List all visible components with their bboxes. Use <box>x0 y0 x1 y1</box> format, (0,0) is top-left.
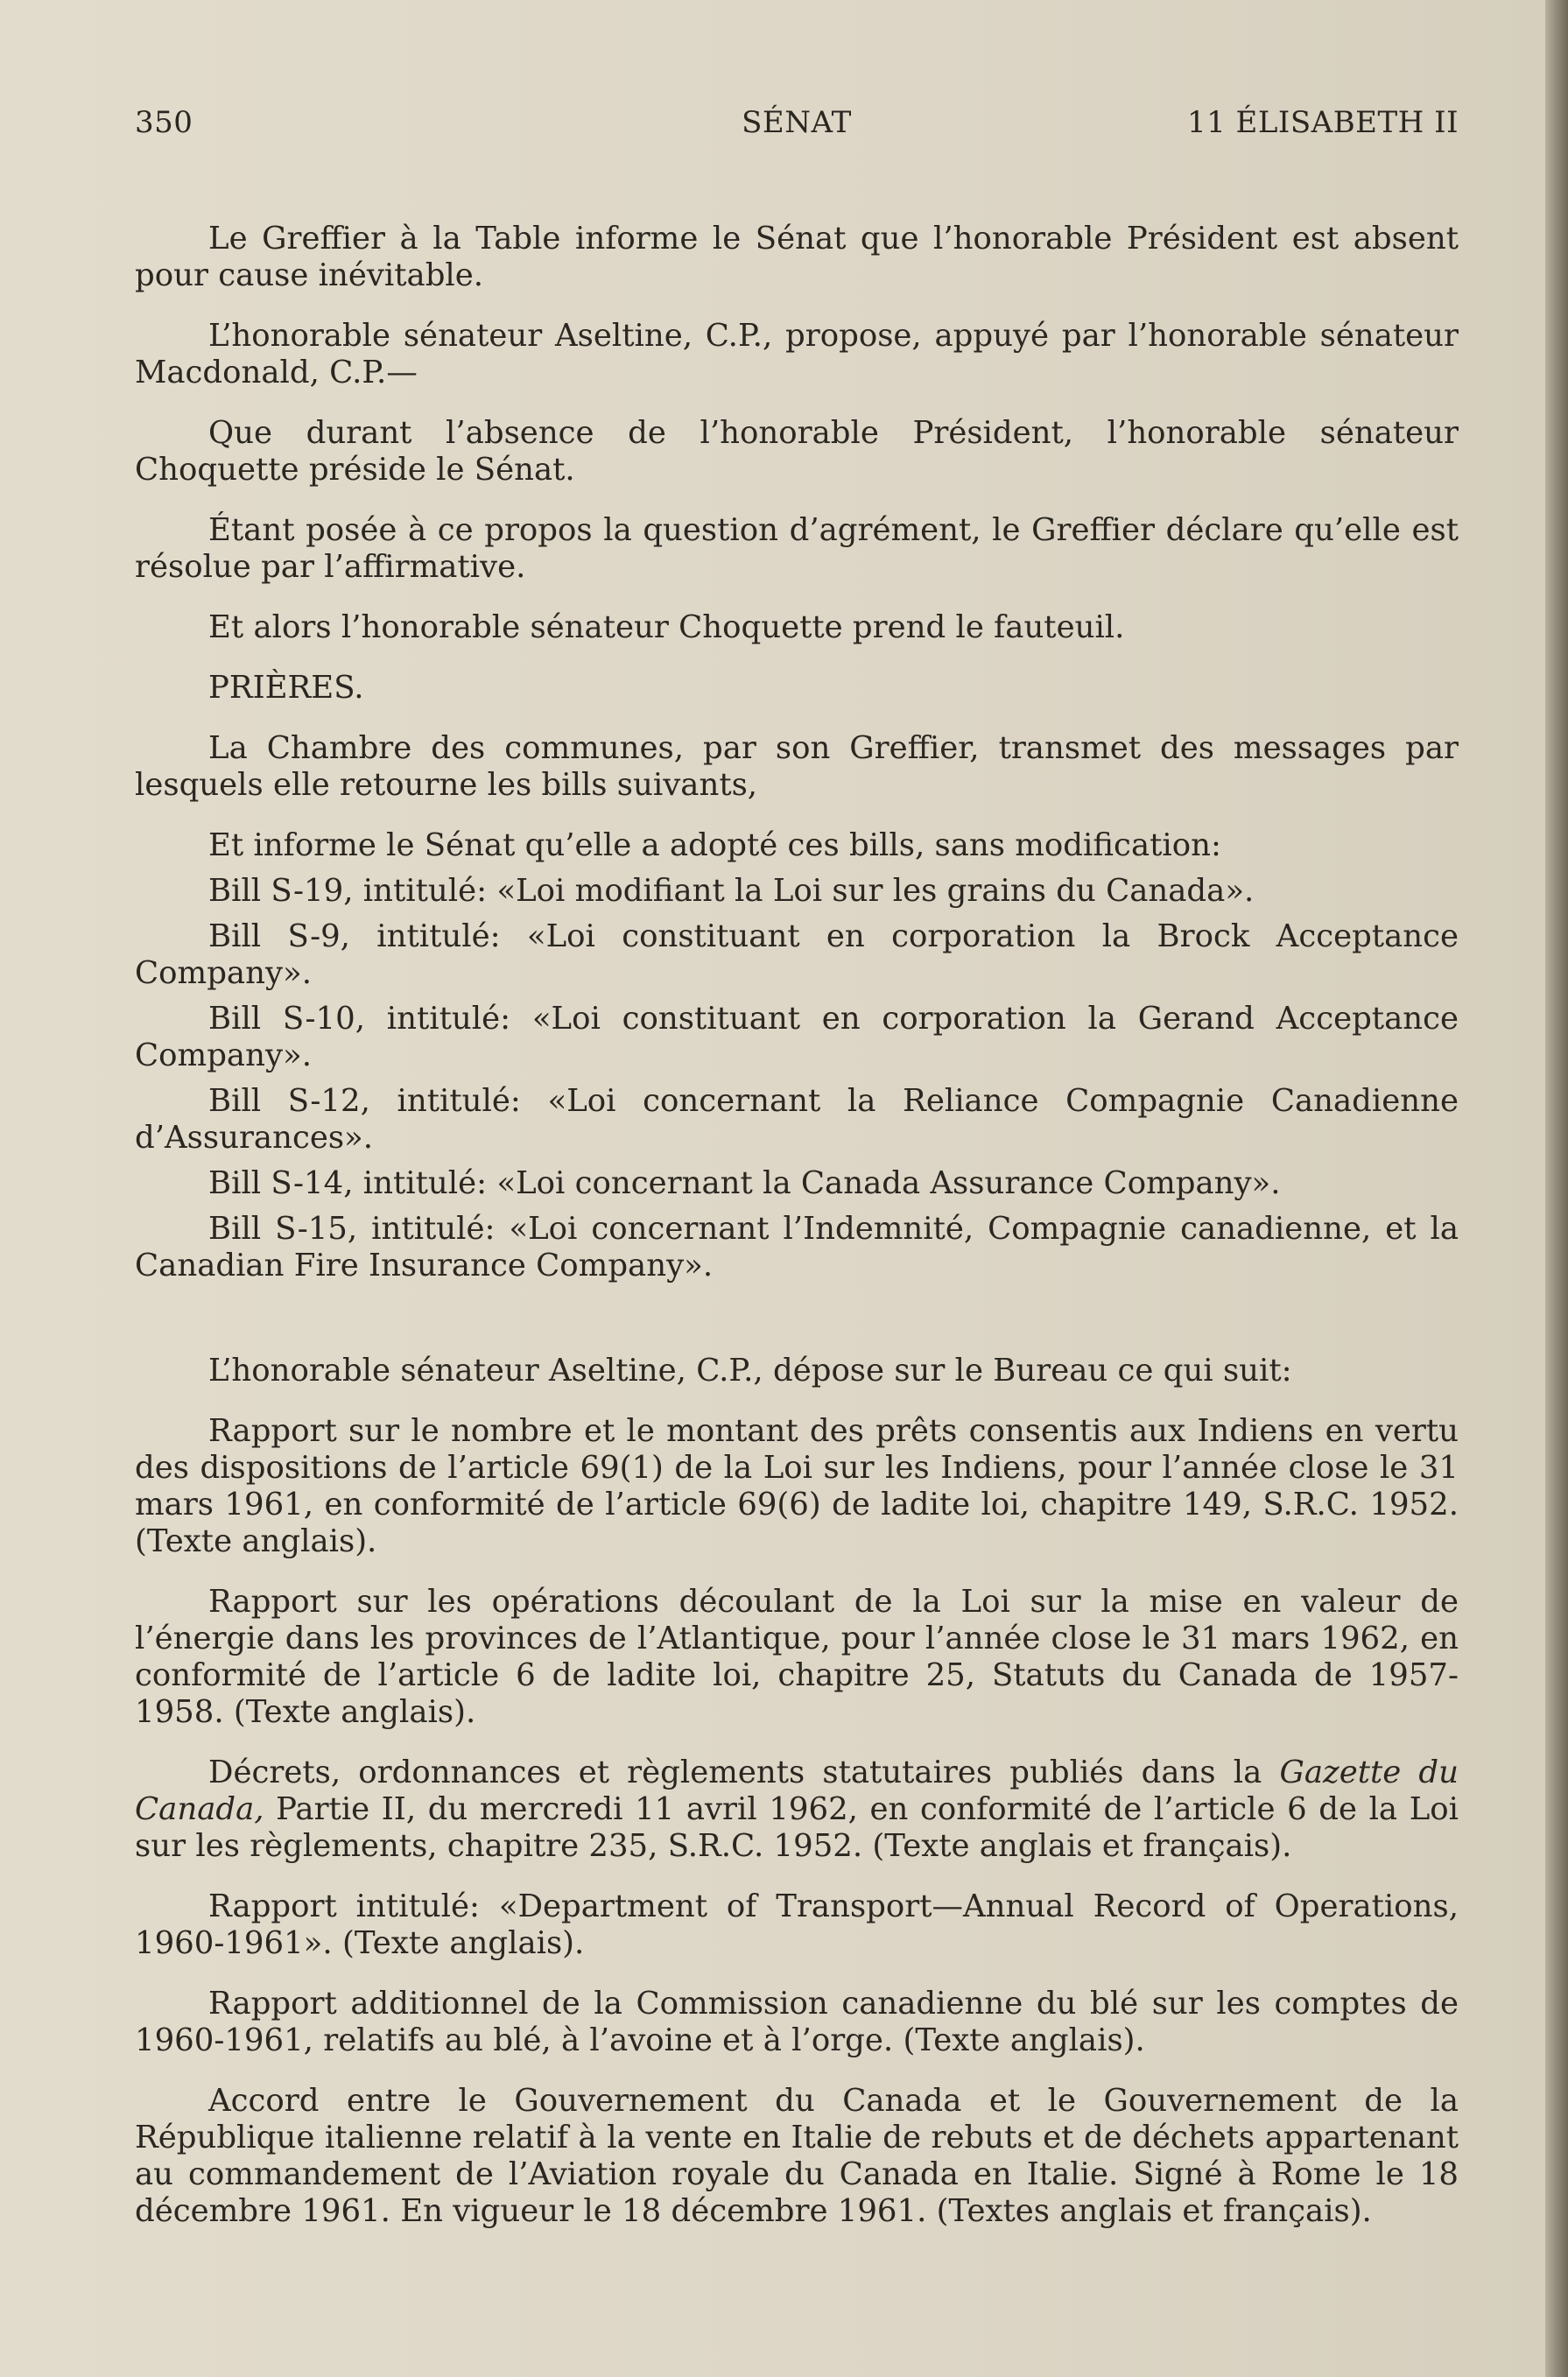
report-prets-indiens: Rapport sur le nombre et le montant des prêts consentis aux Indiens en vertu des dispositions de l’article 69(1) de la Loi sur les Indiens, pour l’année close le 31 mars 1961, en conformité de l’article 69(6) de ladite loi, chapitre 149, S.R.C. 1952. (Texte anglais). <box>135 1413 1459 1559</box>
bill-s19: Bill S-19, intitulé: «Loi modifiant la Loi sur les grains du Canada». <box>208 873 1255 909</box>
paragraph-depose-bureau: L’honorable sénateur Aseltine, C.P., dépose sur le Bureau ce qui suit: <box>208 1353 1292 1389</box>
paragraph-prieres: PRIÈRES. <box>208 670 364 706</box>
bill-s15: Bill S-15, intitulé: «Loi concernant l’Indemnité, Compagnie canadienne, et la Canadian Fire Insurance Company». <box>135 1211 1459 1283</box>
gazette-title: Gazette du Canada, <box>135 1755 1459 1827</box>
running-title: SÉNAT <box>742 105 852 140</box>
report-energie-atlantique: Rapport sur les opérations découlant de la Loi sur la mise en valeur de l’énergie dans les provinces de l’Atlantique, pour l’année close le 31 mars 1962, en conformité de l’article 6 de ladite loi, chapitre 25, Statuts du Canada de 1957-1958. (Texte anglais). <box>135 1584 1459 1730</box>
report-commission-ble: Rapport additionnel de la Commission canadienne du blé sur les comptes de 1960-1961, relatifs au blé, à l’avoine et à l’orge. (Texte anglais). <box>135 1986 1459 2058</box>
page-body <box>135 221 1459 2230</box>
bill-s10: Bill S-10, intitulé: «Loi constituant en corporation la Gerand Acceptance Company». <box>135 1001 1459 1073</box>
decrets-text-before: Décrets, ordonnances et règlements statutaires publiés dans la <box>208 1755 1280 1790</box>
regnal-date: 11 ÉLISABETH II <box>1186 105 1459 140</box>
paragraph-greffier-absence: Le Greffier à la Table informe le Sénat que l’honorable Président est absent pour cause inévitable. <box>135 221 1459 293</box>
paragraph-bills-adopted: Et informe le Sénat qu’elle a adopté ces bills, sans modification: <box>208 827 1221 863</box>
paragraph-motion-aseltine: L’honorable sénateur Aseltine, C.P., propose, appuyé par l’honorable sénateur Macdonald, C.P.— <box>135 318 1459 390</box>
bill-s14: Bill S-14, intitulé: «Loi concernant la Canada Assurance Company». <box>208 1165 1281 1201</box>
page-edge <box>1545 0 1568 2377</box>
paragraph-motion-text: Que durant l’absence de l’honorable Président, l’honorable sénateur Choquette préside le Sénat. <box>135 415 1459 488</box>
paragraph-fauteuil: Et alors l’honorable sénateur Choquette prend le fauteuil. <box>208 609 1125 645</box>
page-number: 350 <box>135 105 193 140</box>
bill-s9: Bill S-9, intitulé: «Loi constituant en corporation la Brock Acceptance Company». <box>135 918 1459 991</box>
report-transport: Rapport intitulé: «Department of Transport—Annual Record of Operations, 1960-1961». (Texte anglais). <box>135 1888 1459 1961</box>
paragraph-messages-communes: La Chambre des communes, par son Greffier, transmet des messages par lesquels elle retourne les bills suivants, <box>135 730 1459 803</box>
accord-italie: Accord entre le Gouvernement du Canada et le Gouvernement de la République italienne relatif à la vente en Italie de rebuts et de déchets appartenant au commandement de l’Aviation royale du Canada en Italie. Signé à Rome le 18 décembre 1961. En vigueur le 18 décembre 1961. (Textes anglais et français). <box>135 2083 1459 2229</box>
decrets-text-after: Partie II, du mercredi 11 avril 1962, en conformité de l’article 6 de la Loi sur les règlements, chapitre 235, S.R.C. 1952. (Texte anglais et français). <box>135 1791 1459 1864</box>
bill-s12: Bill S-12, intitulé: «Loi concernant la Reliance Compagnie Canadienne d’Assurances». <box>135 1083 1459 1156</box>
paragraph-question-resolved: Étant posée à ce propos la question d’agrément, le Greffier déclare qu’elle est résolue par l’affirmative. <box>135 512 1459 585</box>
report-decrets-gazette <box>135 1755 1459 1865</box>
